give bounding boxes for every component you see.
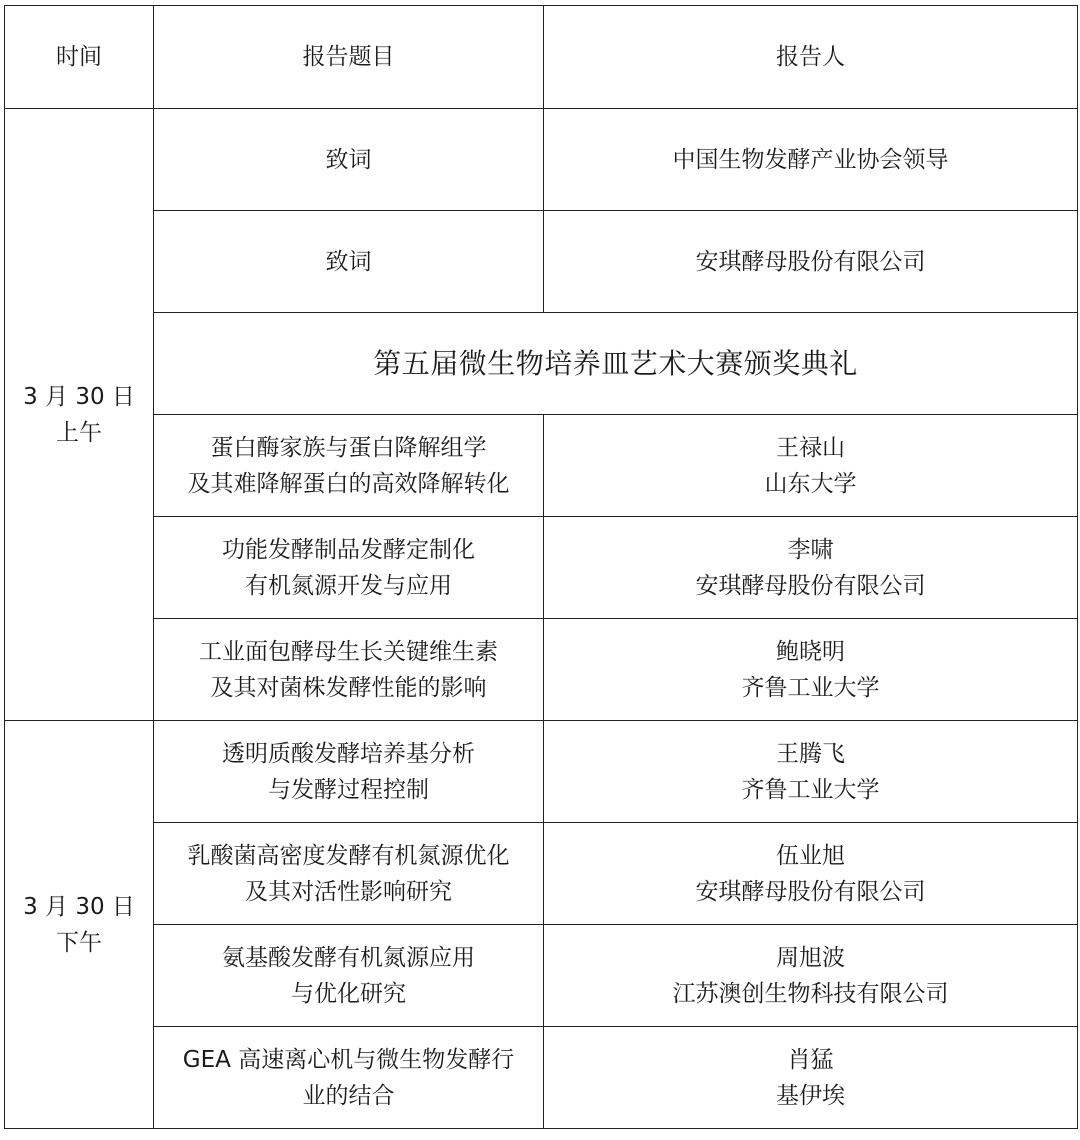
topic-line: 功能发酵制品发酵定制化	[222, 536, 475, 563]
speaker-cell	[544, 211, 1078, 313]
table-row	[5, 823, 1078, 925]
schedule-table	[4, 5, 1078, 1129]
topic-cell	[154, 517, 544, 619]
speaker-name: 王禄山	[776, 434, 845, 461]
session-period: 下午	[56, 929, 102, 956]
topic-line: 及其对活性影响研究	[245, 878, 452, 905]
speaker-line: 中国生物发酵产业协会领导	[672, 146, 949, 173]
topic-line: 致词	[325, 248, 372, 275]
topic-line: 蛋白酶家族与蛋白降解组学	[210, 434, 487, 461]
topic-line: GEA 高速离心机与微生物发酵行	[182, 1046, 515, 1073]
speaker-cell	[544, 415, 1078, 517]
speaker-name: 周旭波	[776, 944, 845, 971]
speaker-cell	[544, 721, 1078, 823]
topic-cell	[154, 109, 544, 211]
table-row	[5, 721, 1078, 823]
topic-line: 业的结合	[302, 1082, 395, 1109]
speaker-line: 安琪酵母股份有限公司	[695, 248, 926, 275]
speaker-cell	[544, 823, 1078, 925]
speaker-org: 齐鲁工业大学	[741, 776, 880, 803]
speaker-cell	[544, 109, 1078, 211]
header-time: 时间	[5, 6, 154, 109]
speaker-org: 安琪酵母股份有限公司	[695, 572, 926, 599]
table-row	[5, 211, 1078, 313]
topic-line: 透明质酸发酵培养基分析	[222, 740, 475, 767]
topic-line: 有机氮源开发与应用	[245, 572, 452, 599]
speaker-name: 王腾飞	[776, 740, 845, 767]
topic-cell	[154, 211, 544, 313]
header-speaker: 报告人	[544, 6, 1078, 109]
header-row	[5, 6, 1078, 109]
speaker-name: 肖猛	[787, 1046, 834, 1073]
speaker-org: 江苏澳创生物科技有限公司	[672, 980, 949, 1007]
ceremony-title: 第五届微生物培养皿艺术大赛颁奖典礼	[154, 313, 1078, 415]
header-topic: 报告题目	[154, 6, 544, 109]
speaker-org: 安琪酵母股份有限公司	[695, 878, 926, 905]
speaker-cell	[544, 619, 1078, 721]
session-date: 3 月 30 日	[23, 383, 135, 410]
topic-line: 及其对菌株发酵性能的影响	[210, 674, 487, 701]
speaker-name: 李啸	[787, 536, 834, 563]
topic-line: 致词	[325, 146, 372, 173]
table-row	[5, 415, 1078, 517]
speaker-name: 鲍晓明	[776, 638, 845, 665]
topic-line: 与发酵过程控制	[268, 776, 429, 803]
speaker-org: 山东大学	[764, 470, 857, 497]
speaker-cell	[544, 1027, 1078, 1129]
table-row	[5, 1027, 1078, 1129]
speaker-name: 伍业旭	[776, 842, 845, 869]
speaker-cell	[544, 517, 1078, 619]
topic-line: 与优化研究	[291, 980, 406, 1007]
topic-cell	[154, 619, 544, 721]
table-row	[5, 925, 1078, 1027]
topic-cell	[154, 1027, 544, 1129]
speaker-org: 齐鲁工业大学	[741, 674, 880, 701]
topic-line: 氨基酸发酵有机氮源应用	[222, 944, 475, 971]
topic-cell	[154, 925, 544, 1027]
session-time-afternoon	[5, 721, 154, 1129]
topic-cell	[154, 415, 544, 517]
topic-line: 工业面包酵母生长关键维生素	[199, 638, 498, 665]
topic-cell	[154, 823, 544, 925]
session-period: 上午	[56, 419, 102, 446]
speaker-org: 基伊埃	[776, 1082, 845, 1109]
session-date: 3 月 30 日	[23, 893, 135, 920]
ceremony-row	[5, 313, 1078, 415]
topic-cell	[154, 721, 544, 823]
table-row	[5, 619, 1078, 721]
topic-line: 及其难降解蛋白的高效降解转化	[187, 470, 510, 497]
table-row	[5, 109, 1078, 211]
topic-line: 乳酸菌高密度发酵有机氮源优化	[187, 842, 510, 869]
speaker-cell	[544, 925, 1078, 1027]
table-row	[5, 517, 1078, 619]
session-time-morning	[5, 109, 154, 721]
